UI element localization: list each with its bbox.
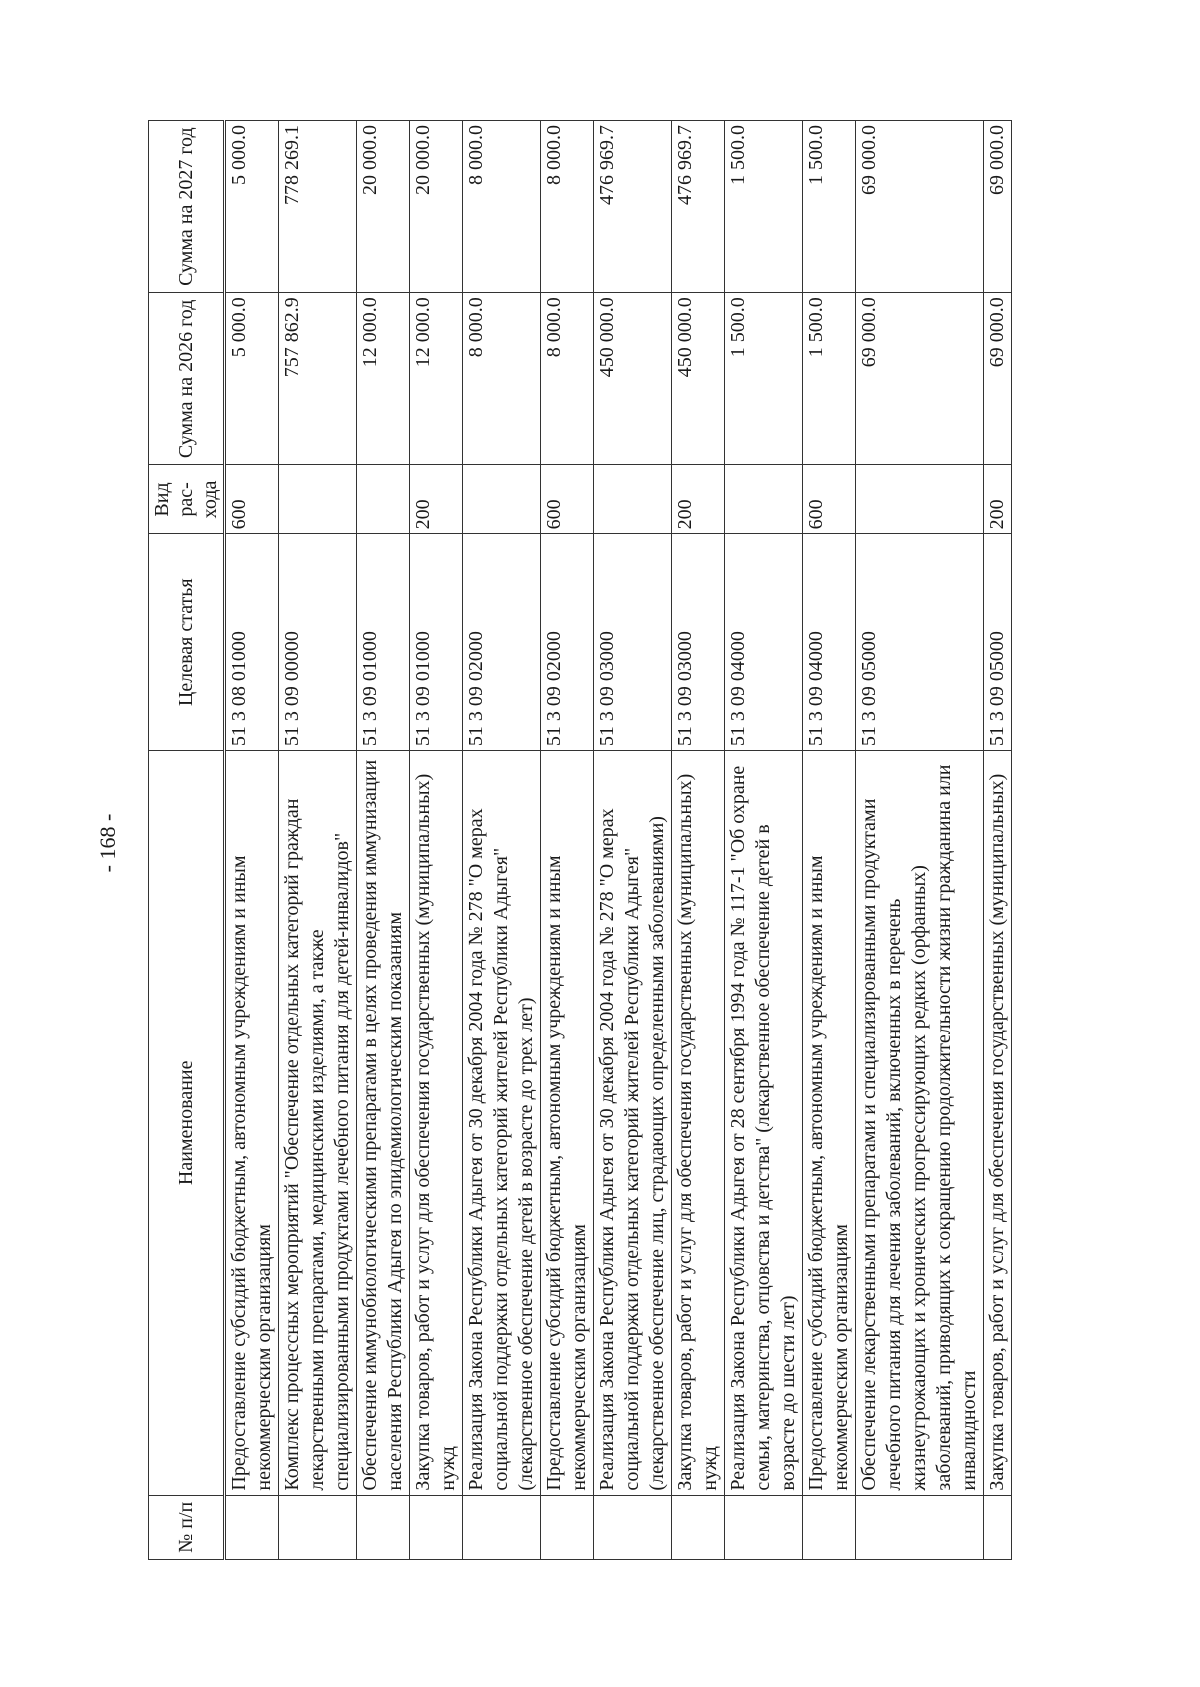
- row-target: 51 3 08 01000: [225, 534, 279, 751]
- table-row: [279, 121, 357, 1560]
- row-kind: 600: [541, 465, 594, 534]
- row-sum-2026: 69 000.0: [856, 293, 984, 465]
- row-target: 51 3 09 02000: [541, 534, 594, 751]
- row-sum-2027: 20 000.0: [357, 121, 410, 293]
- header-name: Наименование: [149, 751, 225, 1496]
- table-row: [463, 121, 541, 1560]
- row-sum-2027: 1 500.0: [803, 121, 856, 293]
- row-kind: 200: [672, 465, 725, 534]
- row-sum-2026: 8 000.0: [541, 293, 594, 465]
- row-kind: 200: [410, 465, 463, 534]
- row-number: [541, 1495, 594, 1559]
- row-target: 51 3 09 01000: [357, 534, 410, 751]
- table-body: [225, 121, 1012, 1560]
- row-number: [725, 1495, 803, 1559]
- row-sum-2026: 8 000.0: [463, 293, 541, 465]
- row-sum-2026: 450 000.0: [672, 293, 725, 465]
- row-target: 51 3 09 02000: [463, 534, 541, 751]
- row-sum-2026: 12 000.0: [357, 293, 410, 465]
- table-row: [357, 121, 410, 1560]
- row-number: [225, 1495, 279, 1559]
- row-target: 51 3 09 01000: [410, 534, 463, 751]
- row-target: 51 3 09 00000: [279, 534, 357, 751]
- row-number: [279, 1495, 357, 1559]
- row-number: [357, 1495, 410, 1559]
- row-kind: 200: [984, 465, 1012, 534]
- table-row: [594, 121, 672, 1560]
- row-sum-2026: 5 000.0: [225, 293, 279, 465]
- row-number: [672, 1495, 725, 1559]
- row-sum-2027: 69 000.0: [984, 121, 1012, 293]
- row-name: Предоставление субсидий бюджетным, автономным учреждениям и иным некоммерческим организациям: [225, 751, 279, 1496]
- row-number: [463, 1495, 541, 1559]
- row-sum-2026: 12 000.0: [410, 293, 463, 465]
- row-kind: [279, 465, 357, 534]
- row-sum-2027: 1 500.0: [725, 121, 803, 293]
- row-sum-2026: 757 862.9: [279, 293, 357, 465]
- row-kind: [856, 465, 984, 534]
- header-sum-2027: Сумма на 2027 год: [149, 121, 225, 293]
- page-number: - 168 -: [95, 813, 120, 873]
- row-name: Закупка товаров, работ и услуг для обеспечения государственных (муниципальных) нужд: [672, 751, 725, 1496]
- row-number: [856, 1495, 984, 1559]
- row-number: [410, 1495, 463, 1559]
- row-name: Закупка товаров, работ и услуг для обеспечения государственных (муниципальных): [984, 751, 1012, 1496]
- row-name: Обеспечение лекарственными препаратами и специализированными продуктами лечебного питания для лечения заболеваний, включенных в перечень жизнеугрожающих и хронических прогрессирующих редких (орфанных) заболеваний, приводящих к сокращению продолжительности жизни гражданина или инвалидности: [856, 751, 984, 1496]
- row-target: 51 3 09 05000: [984, 534, 1012, 751]
- row-kind: 600: [225, 465, 279, 534]
- row-name: Предоставление субсидий бюджетным, автономным учреждениям и иным некоммерческим организациям: [803, 751, 856, 1496]
- header-kind: Вид рас-хода: [149, 465, 225, 534]
- table-row: [672, 121, 725, 1560]
- row-sum-2027: 69 000.0: [856, 121, 984, 293]
- row-number: [803, 1495, 856, 1559]
- budget-table-page: [148, 120, 1088, 1560]
- table-row: [410, 121, 463, 1560]
- header-sum-2026: Сумма на 2026 год: [149, 293, 225, 465]
- row-target: 51 3 09 03000: [672, 534, 725, 751]
- row-name: Реализация Закона Республики Адыгея от 30 декабря 2004 года № 278 "О мерах социальной поддержки отдельных категорий жителей Республики Адыгея" (лекарственное обеспечение лиц, страдающих определенными заболеваниями): [594, 751, 672, 1496]
- row-sum-2027: 8 000.0: [541, 121, 594, 293]
- row-sum-2026: 69 000.0: [984, 293, 1012, 465]
- row-sum-2027: 5 000.0: [225, 121, 279, 293]
- row-sum-2027: 476 969.7: [672, 121, 725, 293]
- budget-table: [148, 120, 1012, 1560]
- row-sum-2026: 450 000.0: [594, 293, 672, 465]
- table-row: [725, 121, 803, 1560]
- row-name: Предоставление субсидий бюджетным, автономным учреждениям и иным некоммерческим организациям: [541, 751, 594, 1496]
- row-kind: [594, 465, 672, 534]
- table-row: [803, 121, 856, 1560]
- row-kind: [725, 465, 803, 534]
- table-row: [984, 121, 1012, 1560]
- row-name: Закупка товаров, работ и услуг для обеспечения государственных (муниципальных) нужд: [410, 751, 463, 1496]
- row-sum-2026: 1 500.0: [725, 293, 803, 465]
- header-target: Целевая статья: [149, 534, 225, 751]
- row-kind: [357, 465, 410, 534]
- row-sum-2027: 778 269.1: [279, 121, 357, 293]
- row-target: 51 3 09 04000: [803, 534, 856, 751]
- row-name: Комплекс процессных мероприятий "Обеспечение отдельных категорий граждан лекарственными препаратами, медицинскими изделиями, а также специализированными продуктами лечебного питания для детей-инвалидов": [279, 751, 357, 1496]
- row-name: Обеспечение иммунобиологическими препаратами в целях проведения иммунизации населения Республики Адыгея по эпидемиологическим показаниям: [357, 751, 410, 1496]
- table-row: [225, 121, 279, 1560]
- row-sum-2027: 8 000.0: [463, 121, 541, 293]
- row-name: Реализация Закона Республики Адыгея от 30 декабря 2004 года № 278 "О мерах социальной поддержки отдельных категорий жителей Республики Адыгея" (лекарственное обеспечение детей в возрасте до трех лет): [463, 751, 541, 1496]
- row-target: 51 3 09 03000: [594, 534, 672, 751]
- row-sum-2027: 476 969.7: [594, 121, 672, 293]
- row-kind: 600: [803, 465, 856, 534]
- table-row: [541, 121, 594, 1560]
- row-sum-2027: 20 000.0: [410, 121, 463, 293]
- row-sum-2026: 1 500.0: [803, 293, 856, 465]
- header-no: № п/п: [149, 1495, 225, 1559]
- row-kind: [463, 465, 541, 534]
- table-row: [856, 121, 984, 1560]
- row-number: [594, 1495, 672, 1559]
- row-name: Реализация Закона Республики Адыгея от 28 сентября 1994 года № 117-1 "Об охране семьи, материнства, отцовства и детства" (лекарственное обеспечение детей в возрасте до шести лет): [725, 751, 803, 1496]
- row-number: [984, 1495, 1012, 1559]
- row-target: 51 3 09 04000: [725, 534, 803, 751]
- table-header-row: [149, 121, 225, 1560]
- row-target: 51 3 09 05000: [856, 534, 984, 751]
